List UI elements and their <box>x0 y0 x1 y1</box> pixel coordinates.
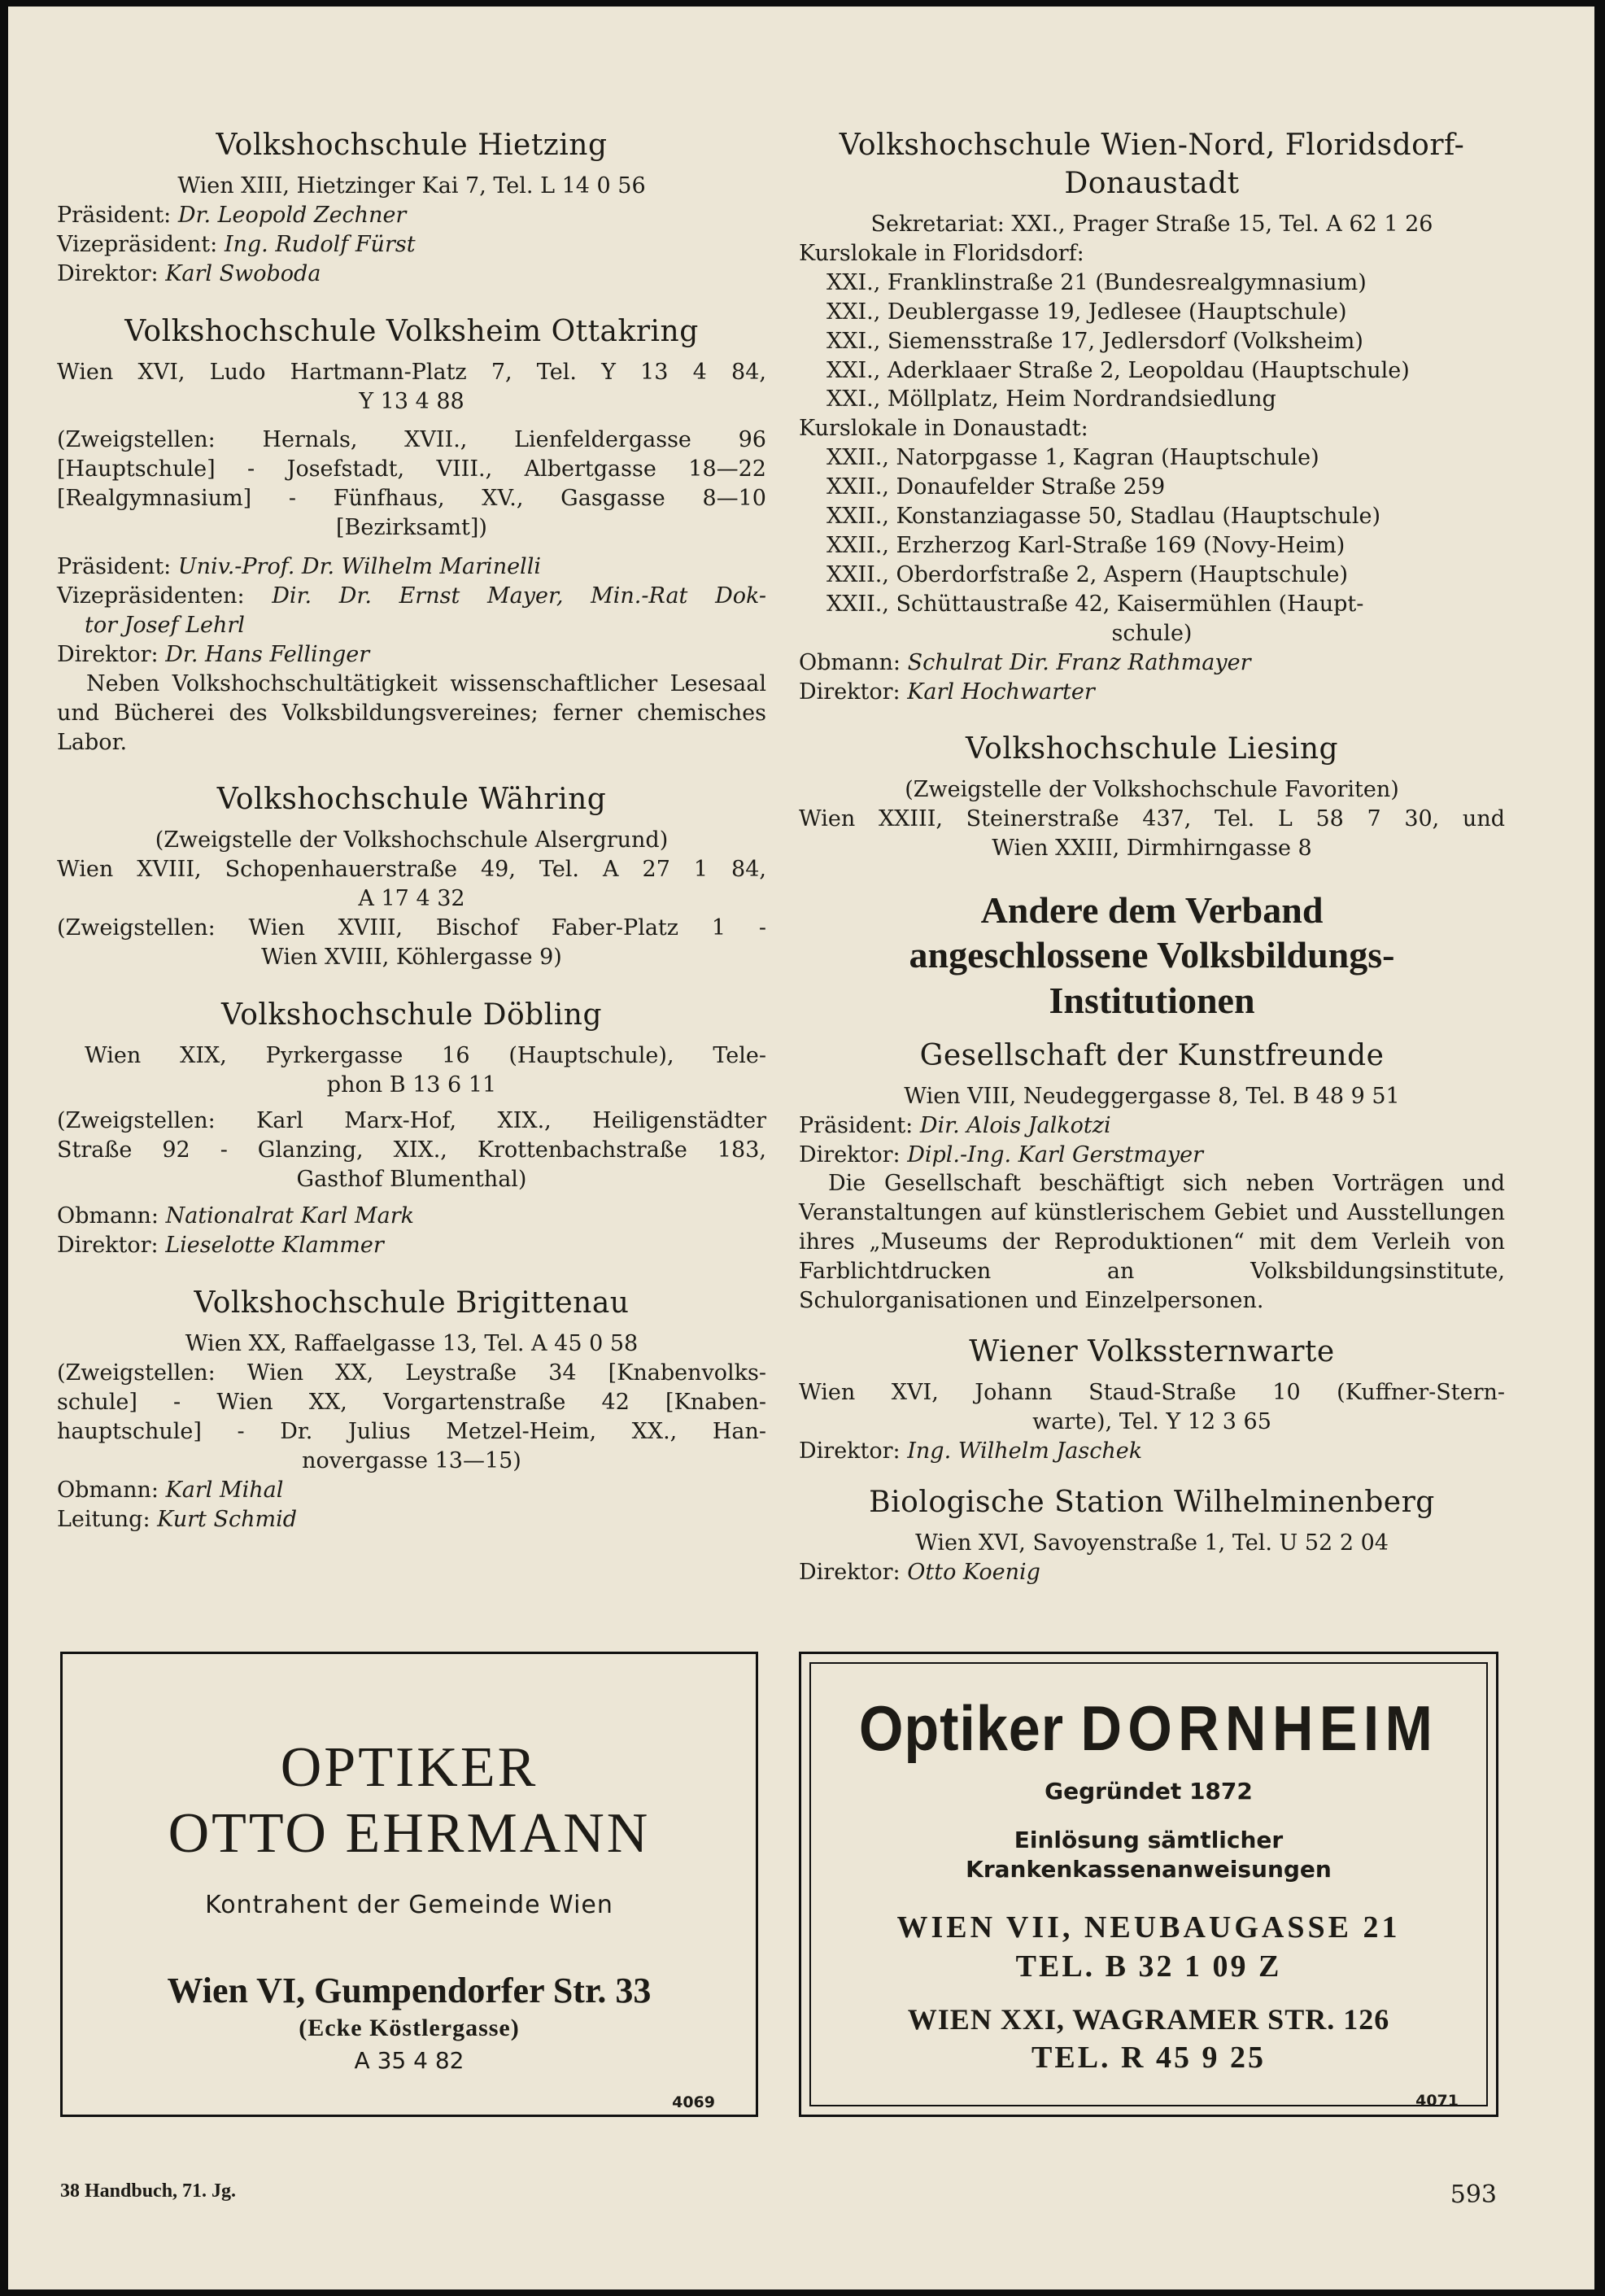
ad-brand: DORNHEIM <box>1080 1692 1439 1764</box>
address: Wien XIX, Pyrkergasse 16 (Hauptschule), Tele- <box>85 1042 766 1068</box>
vize-line <box>57 230 766 260</box>
section-ottakring <box>57 313 766 757</box>
person-name: Karl Hochwarter <box>907 679 1095 705</box>
ad-founded: Gegründet 1872 <box>1045 1778 1253 1805</box>
document-page <box>8 7 1594 2289</box>
section-title: Volkshochschule Döbling <box>221 997 602 1032</box>
direktor-line <box>799 678 1505 707</box>
address: phon B 13 6 11 <box>326 1072 497 1098</box>
ad-title <box>63 1735 756 1866</box>
direktor-line <box>57 640 766 670</box>
direktor-line <box>799 1437 1505 1466</box>
kurslokale-label: Kurslokale in Donaustadt: <box>799 416 1088 442</box>
label: Direktor: <box>799 1141 901 1168</box>
label: Präsident: <box>799 1112 914 1138</box>
branches-line: [Realgymnasium] - Fünfhaus, XV., Gasgasse 8—10 <box>57 486 766 512</box>
address: Wien XVI, Savoyenstraße 1, Tel. U 52 2 04 <box>915 1530 1389 1556</box>
section-brigittenau <box>57 1285 766 1534</box>
heading-line: Institutionen <box>1049 979 1255 1021</box>
section-title: Biologische Station Wilhelminenberg <box>869 1485 1435 1519</box>
ad-address: Wien VI, Gumpendorfer Str. 33 <box>167 1971 652 2010</box>
kurslokal-item: XXI., Siemensstraße 17, Jedlersdorf (Volksheim) <box>826 328 1363 354</box>
person-name: Lieselotte Klammer <box>165 1233 384 1259</box>
vize-line <box>57 582 766 611</box>
label: Vizepräsidenten: <box>57 583 245 609</box>
label: Obmann: <box>799 649 901 675</box>
person-name: Karl Mihal <box>165 1477 284 1503</box>
section-title: Volkshochschule Währing <box>216 783 607 817</box>
ad-title <box>845 1692 1453 1764</box>
obmann-line <box>57 1202 766 1231</box>
right-column <box>799 127 1505 1611</box>
ad-phone: TEL. B 32 1 09 Z <box>1015 1949 1282 1984</box>
section-title: Volkshochschule Liesing <box>965 732 1339 766</box>
page-number: 593 <box>1450 2180 1497 2209</box>
kurslokal-item: XXI., Franklinstraße 21 (Bundesrealgymnasium) <box>826 269 1367 295</box>
address: Wien XVI, Ludo Hartmann-Platz 7, Tel. Y 13 4 84, <box>57 359 766 385</box>
branches-line: novergasse 13—15) <box>302 1447 521 1473</box>
kurslokal-item: XXI., Aderklaaer Straße 2, Leopoldau (Hauptschule) <box>826 357 1410 383</box>
branches-line: Wien XVIII, Köhlergasse 9) <box>261 945 562 971</box>
address: Wien VIII, Neudeggergasse 8, Tel. B 48 9 51 <box>904 1083 1400 1109</box>
branches-line: Gasthof Blumenthal) <box>296 1166 527 1192</box>
section-title: Volkshochschule Volksheim Ottakring <box>124 314 699 348</box>
label: Präsident: <box>57 554 172 580</box>
branches-line: (Zweigstellen: Karl Marx-Hof, XIX., Heiligenstädter <box>57 1107 766 1133</box>
label: Direktor: <box>57 641 159 667</box>
branches-line: Straße 92 - Glanzing, XIX., Krottenbachstraße 183, <box>57 1137 766 1163</box>
label: Präsident: <box>57 202 172 228</box>
ad-optiker-dornheim <box>799 1652 1498 2117</box>
ad-inner-border <box>809 1662 1488 2110</box>
section-title: Volkshochschule Brigittenau <box>194 1286 630 1320</box>
person-name: Dr. Hans Fellinger <box>165 641 370 667</box>
section-doebling <box>57 997 766 1260</box>
left-column <box>57 127 766 1559</box>
leitung-line <box>57 1505 766 1534</box>
label: Vizepräsident: <box>57 231 218 257</box>
ad-subtitle: Kontrahent der Gemeinde Wien <box>205 1891 613 1919</box>
vize-line-cont: tor Josef Lehrl <box>85 612 245 638</box>
kurslokal-item: XXI., Deublergasse 19, Jedlesee (Hauptschule) <box>826 299 1347 325</box>
kurslokal-item: XXII., Konstanziagasse 50, Stadlau (Hauptschule) <box>826 504 1380 530</box>
ad-phone: TEL. R 45 9 25 <box>1031 2040 1266 2075</box>
ad-address-note: (Ecke Köstlergasse) <box>299 2014 520 2041</box>
ad-address: WIEN XXI, WAGRAMER STR. 126 <box>907 2002 1390 2036</box>
kurslokal-item: XXII., Natorpgasse 1, Kagran (Hauptschule) <box>826 445 1319 471</box>
person-name: Otto Koenig <box>907 1559 1040 1585</box>
obmann-line <box>57 1476 766 1505</box>
address: A 17 4 32 <box>358 886 465 912</box>
section-sternwarte <box>799 1334 1505 1466</box>
person-name: Schulrat Dir. Franz Rathmayer <box>907 649 1251 675</box>
section-liesing <box>799 731 1505 863</box>
person-name: Kurt Schmid <box>157 1506 297 1532</box>
section-title: Volkshochschule Hietzing <box>216 129 608 162</box>
kurslokal-item: XXII., Donaufelder Straße 259 <box>826 474 1166 500</box>
section-kunstfreunde <box>799 1037 1505 1316</box>
ad-phone: A 35 4 82 <box>354 2047 464 2074</box>
direktor-line <box>57 260 766 289</box>
direktor-line <box>57 1231 766 1260</box>
kurslokal-item-cont: schule) <box>1111 620 1193 646</box>
section-title: Wiener Volkssternwarte <box>969 1334 1335 1368</box>
obmann-line <box>799 648 1505 678</box>
ad-number: 4069 <box>672 2093 715 2111</box>
address: Y 13 4 88 <box>359 388 464 414</box>
footer-source: 38 Handbuch, 71. Jg. <box>60 2180 237 2202</box>
branches-line: (Zweigstellen: Wien XX, Leystraße 34 [Knabenvolks- <box>57 1360 766 1386</box>
person-name: Dipl.-Ing. Karl Gerstmayer <box>907 1141 1204 1168</box>
ad-tagline: Einlösung sämtlicher Krankenkassenanweisungen <box>966 1827 1332 1884</box>
label: Obmann: <box>57 1203 159 1229</box>
address: Wien XXIII, Dirmhirngasse 8 <box>992 836 1312 862</box>
sekretariat: Sekretariat: XXI., Prager Straße 15, Tel. A 62 1 26 <box>870 212 1433 237</box>
description: Neben Volkshochschultätigkeit wissenschaftlicher Lesesaal und Bücherei des Volksbildungsvereines; ferner chemisches Labor. <box>57 670 766 755</box>
person-name: Karl Swoboda <box>165 260 321 286</box>
description: Die Gesellschaft beschäftigt sich neben Vorträgen und Veranstaltungen auf künstlerischem Gebiet und Ausstellungen ihres „Museums der Reproduktionen“ mit dem Verleih von Farblichtdrucken an Volksbildungsinstitute, Schulorganisationen und Einzelpersonen. <box>799 1171 1505 1314</box>
direktor-line <box>799 1558 1505 1587</box>
heading-line: Andere dem Verband <box>980 889 1324 932</box>
branches-line: (Zweigstellen: Wien XVIII, Bischof Faber-Platz 1 - <box>57 915 766 941</box>
label: Leitung: <box>57 1506 150 1532</box>
branches-line: hauptschule] - Dr. Julius Metzel-Heim, XX., Han- <box>57 1419 766 1444</box>
ad-address: WIEN VII, NEUBAUGASSE 21 <box>896 1910 1401 1945</box>
label: Direktor: <box>57 1233 159 1259</box>
address: Wien XVIII, Schopenhauerstraße 49, Tel. A 27 1 84, <box>57 857 766 883</box>
section-waehring <box>57 781 766 972</box>
address: Wien XVI, Johann Staud-Straße 10 (Kuffner-Stern- <box>799 1379 1505 1405</box>
kurslokal-item: XXII., Erzherzog Karl-Straße 169 (Novy-Heim) <box>826 532 1345 558</box>
other-institutions-heading <box>799 888 1505 1023</box>
kurslokal-item: XXI., Möllplatz, Heim Nordrandsiedlung <box>826 386 1276 412</box>
section-title: Gesellschaft der Kunstfreunde <box>919 1038 1385 1072</box>
praesident-line <box>57 201 766 230</box>
person-name: Dir. Alois Jalkotzi <box>919 1112 1111 1138</box>
ad-optiker-ehrmann <box>60 1652 758 2117</box>
section-title-cont: Donaustadt <box>1064 167 1240 200</box>
person-name: Ing. Wilhelm Jaschek <box>907 1438 1143 1464</box>
person-name: Nationalrat Karl Mark <box>165 1203 415 1229</box>
branches-line: [Hauptschule] - Josefstadt, VIII., Albertgasse 18—22 <box>57 456 766 482</box>
section-hietzing <box>57 127 766 289</box>
praesident-line <box>57 552 766 582</box>
address: Wien XXIII, Steinerstraße 437, Tel. L 58 7 30, und <box>799 806 1505 832</box>
label: Direktor: <box>57 260 159 286</box>
ad-number: 4071 <box>1415 2092 1459 2110</box>
section-wien-nord <box>799 127 1505 706</box>
branches-line: [Bezirksamt]) <box>336 515 487 541</box>
label: Obmann: <box>57 1477 159 1503</box>
note: (Zweigstelle der Volkshochschule Favoriten) <box>905 777 1399 803</box>
praesident-line <box>799 1111 1505 1141</box>
heading-line: angeschlossene Volksbildungs- <box>909 934 1395 976</box>
branches-line: schule] - Wien XX, Vorgartenstraße 42 [Knaben- <box>57 1390 766 1416</box>
branches-line: (Zweigstellen: Hernals, XVII., Lienfeldergasse 96 <box>57 427 766 453</box>
ad-title-line: OTTO EHRMANN <box>168 1801 651 1865</box>
address: warte), Tel. Y 12 3 65 <box>1032 1408 1271 1434</box>
label: Direktor: <box>799 1559 901 1585</box>
person-name: Univ.-Prof. Dr. Wilhelm Marinelli <box>177 554 541 580</box>
person-name: Ing. Rudolf Fürst <box>224 231 416 257</box>
section-title: Volkshochschule Wien-Nord, Floridsdorf- <box>839 129 1465 162</box>
address: Wien XIII, Hietzinger Kai 7, Tel. L 14 0 56 <box>177 173 646 199</box>
person-name: Dir. Dr. Ernst Mayer, Min.-Rat Dok- <box>272 583 766 609</box>
direktor-line <box>799 1141 1505 1170</box>
label: Direktor: <box>799 1438 901 1464</box>
ad-title-line: OPTIKER <box>280 1736 539 1799</box>
kurslokale-label: Kurslokale in Floridsdorf: <box>799 240 1084 266</box>
kurslokal-item: XXII., Oberdorfstraße 2, Aspern (Hauptschule) <box>826 561 1349 587</box>
ad-title-word: Optiker <box>858 1692 1064 1764</box>
kurslokal-item: XXII., Schüttaustraße 42, Kaisermühlen (Haupt- <box>826 591 1364 617</box>
note: (Zweigstelle der Volkshochschule Alsergrund) <box>155 827 669 853</box>
label: Direktor: <box>799 679 901 705</box>
address: Wien XX, Raffaelgasse 13, Tel. A 45 0 58 <box>185 1331 639 1357</box>
person-name: Dr. Leopold Zechner <box>177 202 407 228</box>
section-biologische-station <box>799 1484 1505 1587</box>
